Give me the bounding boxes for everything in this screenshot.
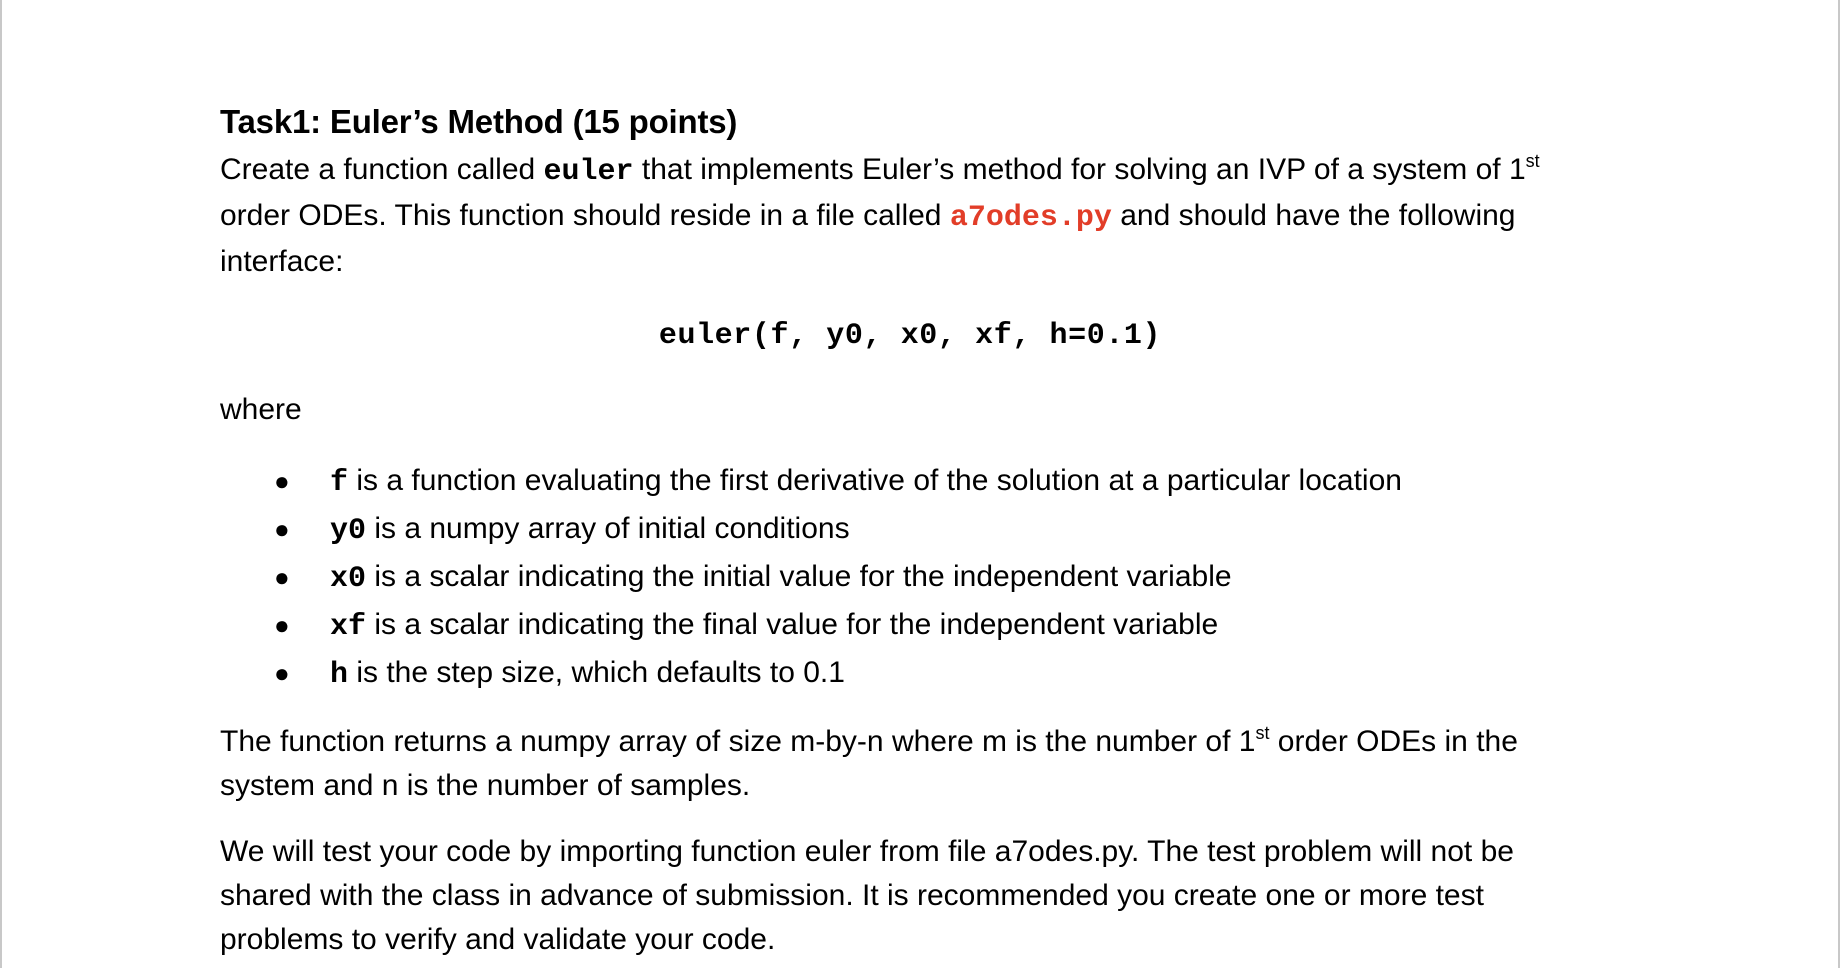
param-desc: is a function evaluating the first derivative of the solution at a particular location (348, 464, 1402, 497)
param-desc: is a scalar indicating the final value for the independent variable (366, 608, 1219, 641)
list-item (220, 506, 1600, 554)
function-name: euler (543, 155, 634, 189)
param-name: f (330, 466, 349, 500)
task-title: Task1: Euler’s Method (15 points) (220, 103, 738, 140)
intro-paragraph (220, 148, 1600, 284)
intro-text-3: order ODEs. This function should reside in a file called (220, 199, 950, 232)
list-item (220, 554, 1600, 602)
param-desc: is a scalar indicating the initial value for the independent variable (366, 560, 1232, 593)
param-name: x0 (330, 562, 367, 596)
returns-paragraph (220, 720, 1600, 808)
param-name: h (330, 658, 349, 692)
bullet-icon: ● (274, 514, 290, 544)
intro-text-1: Create a function called (220, 153, 544, 186)
list-item (220, 602, 1600, 650)
ordinal-superscript: st (1255, 723, 1270, 743)
parameter-list (220, 458, 1600, 698)
bullet-icon: ● (274, 466, 290, 496)
param-desc: is the step size, which defaults to 0.1 (348, 656, 845, 689)
file-name: a7odes.py (949, 201, 1112, 235)
intro-text-4: and should have the following interface: (220, 199, 1516, 278)
param-name: xf (330, 610, 367, 644)
returns-text-2: order ODEs in the system and n is the number of samples. (220, 725, 1518, 802)
list-item (220, 458, 1600, 506)
list-item (220, 650, 1600, 698)
param-name: y0 (330, 514, 367, 548)
function-signature (220, 312, 1600, 358)
signature-code: euler(f, y0, x0, xf, h=0.1) (658, 319, 1162, 353)
bullet-icon: ● (274, 562, 290, 592)
testing-paragraph: We will test your code by importing function euler from file a7odes.py. The test problem will not be shared with the class in advance of submission. It is recommended you create one or more test problems to verify and validate your code. (220, 835, 1514, 956)
param-desc: is a numpy array of initial conditions (366, 512, 850, 545)
bullet-icon: ● (274, 610, 290, 640)
bullet-icon: ● (274, 658, 290, 688)
ordinal-superscript: st (1525, 151, 1540, 171)
intro-text-2: that implements Euler’s method for solving an IVP of a system of 1 (633, 153, 1526, 186)
page-edge-right (1838, 0, 1840, 968)
returns-text-1: The function returns a numpy array of size m-by-n where m is the number of 1 (220, 725, 1256, 758)
page-edge-left (0, 0, 2, 968)
where-label: where (220, 393, 302, 426)
document-page (220, 96, 1600, 962)
